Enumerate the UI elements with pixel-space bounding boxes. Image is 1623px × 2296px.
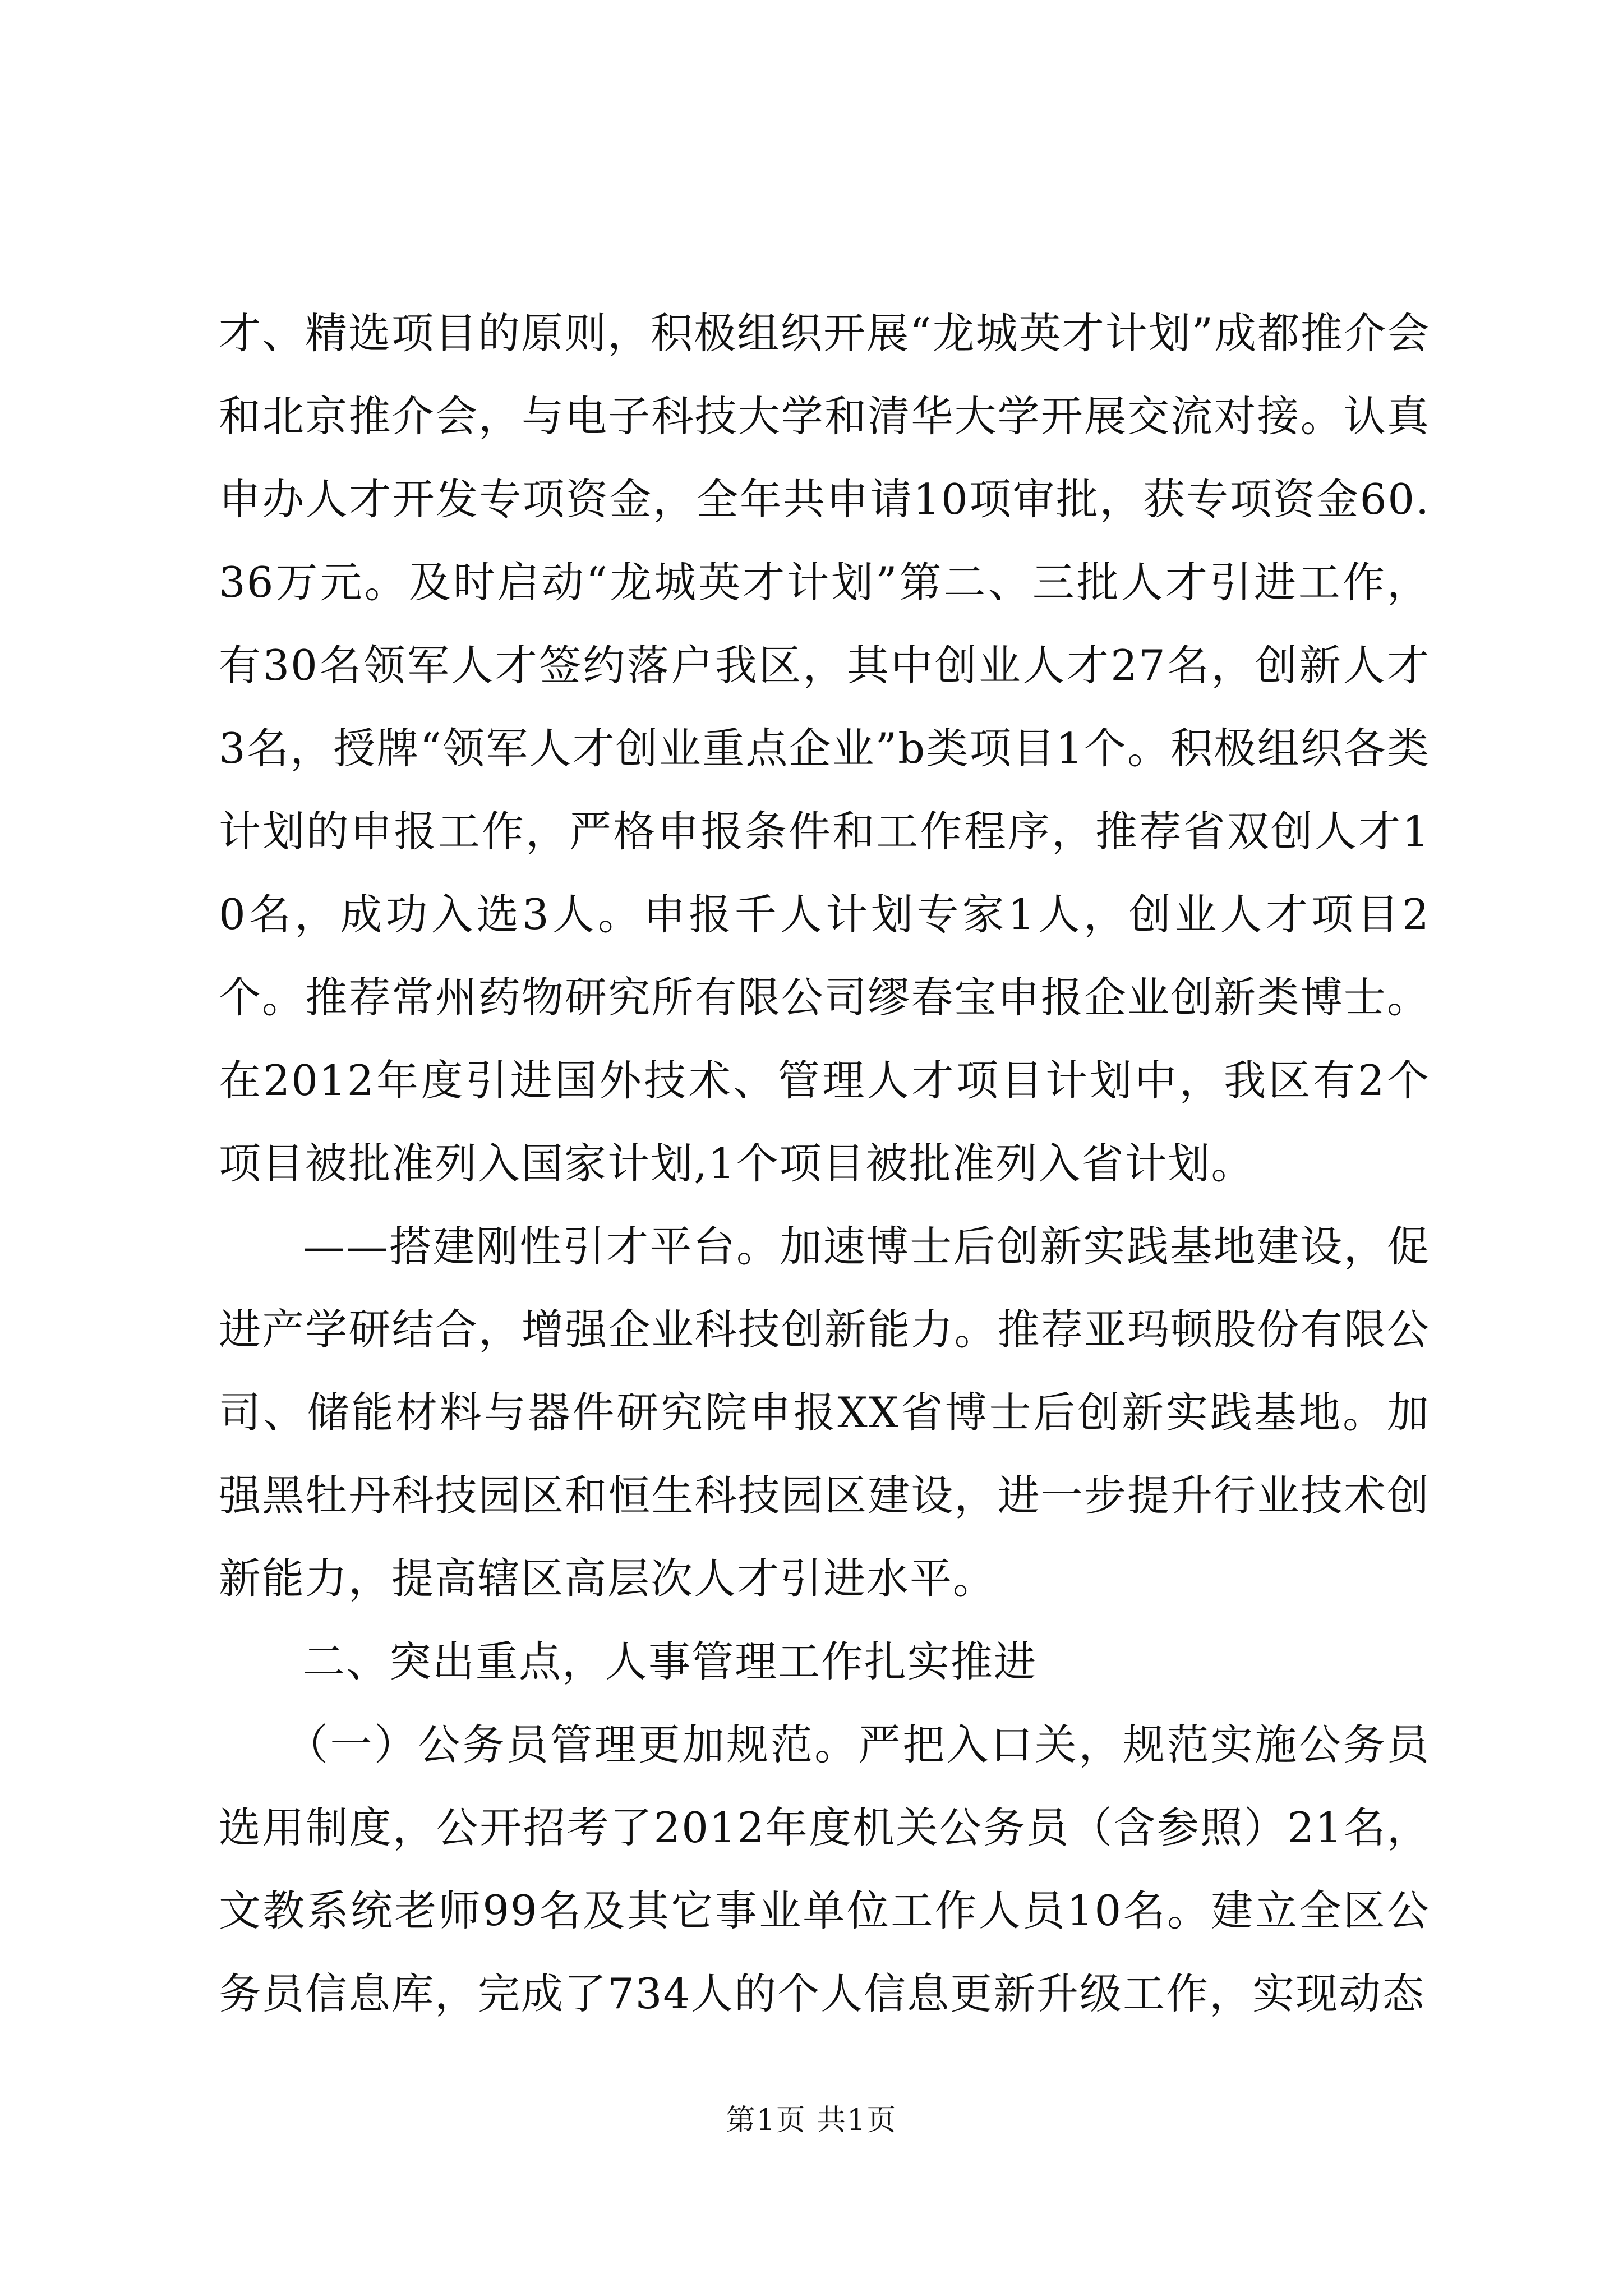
paragraph-civil-servants: （一）公务员管理更加规范。严把入口关，规范实施公务员选用制度，公开招考了2012年度机关公务员（含参照）21名，文教系统老师99名及其它事业单位工作人员10名。建立全区公务员信息库，完成了734人的个人信息更新升级工作，实现动态 [219, 1720, 1430, 2018]
paragraph-platform: ——搭建刚性引才平台。加速博士后创新实践基地建设，促进产学研结合，增强企业科技创新能力。推荐亚玛顿股份有限公司、储能材料与器件研究院申报XX省博士后创新实践基地。加强黑牡丹科技园区和恒生科技园区建设，进一步提升行业技术创新能力，提高辖区高层次人才引进水平。 [219, 1222, 1430, 1603]
section-heading-personnel: 二、突出重点，人事管理工作扎实推进 [303, 1637, 1038, 1686]
page-footer: 第1页 共1页 [726, 2104, 897, 2137]
document-body [219, 292, 1430, 2035]
paragraph-talent-projects: 才、精选项目的原则，积极组织开展“龙城英才计划”成都推介会和北京推介会，与电子科技大学和清华大学开展交流对接。认真申办人才开发专项资金，全年共申请10项审批，获专项资金60.36万元。及时启动“龙城英才计划”第二、三批人才引进工作，有30名领军人才签约落户我区，其中创业人才27名，创新人才3名，授牌“领军人才创业重点企业”b类项目1个。积极组织各类计划的申报工作，严格申报条件和工作程序，推荐省双创人才10名，成功入选3人。申报千人计划专家1人，创业人才项目2个。推荐常州药物研究所有限公司缪春宝申报企业创新类博士。在2012年度引进国外技术、管理人才项目计划中，我区有2个项目被批准列入国家计划,1个项目被批准列入省计划。 [219, 309, 1430, 1188]
